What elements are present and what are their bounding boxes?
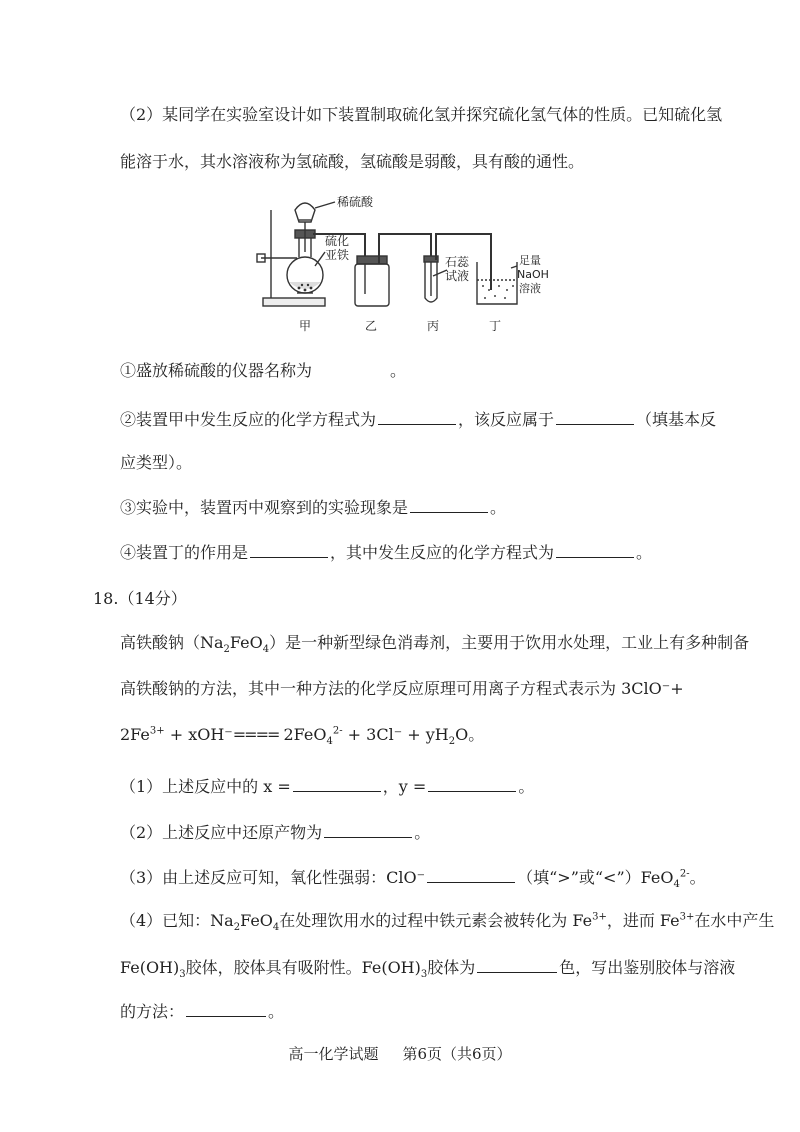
s1-blank-y <box>428 775 516 792</box>
s3-sub: 4 <box>673 879 680 891</box>
q4-text-a: ④装置丁的作用是 <box>120 543 249 562</box>
part2-intro-line1: （2）某同学在实验室设计如下装置制取硫化氢并探究硫化氢气体的性质。已知硫化氢 <box>120 105 723 124</box>
caption-yi: 乙 <box>365 319 378 333</box>
q2-blank-2 <box>556 408 634 425</box>
label-litmus-2: 试液 <box>445 269 470 283</box>
label-dilute-acid: 稀硫酸 <box>337 195 374 209</box>
q18-p1-b: FeO <box>229 633 263 652</box>
s4-l2-b: 胶体，胶体具有吸附性。Fe(OH) <box>185 958 421 977</box>
s3-blank <box>427 866 515 883</box>
eq-sup1: 3+ <box>149 725 165 737</box>
s4-l2-d: 色，写出鉴别胶体与溶液 <box>559 958 736 977</box>
s4-l1-e: 在水中产生 <box>694 911 775 930</box>
bottle-yi <box>355 264 389 306</box>
q18-sub3 <box>120 866 720 889</box>
q3-text: ③实验中，装置丙中观察到的实验现象是 <box>120 498 409 517</box>
q18-ionic-equation <box>120 724 720 746</box>
q4-blank-1 <box>250 541 328 558</box>
label-fes-1: 硫化 <box>325 234 350 248</box>
eq-part-e: O。 <box>455 725 485 744</box>
q2-blank-1 <box>378 408 456 425</box>
part2-intro-line2: 能溶于水，其水溶液称为氢硫酸，氢硫酸是弱酸，具有酸的通性。 <box>120 152 585 171</box>
label-litmus-1: 石蕊 <box>445 255 470 269</box>
part2-q3 <box>120 496 720 519</box>
q1-end: 。 <box>390 361 407 380</box>
q18-sub2 <box>120 821 720 844</box>
s4-l3-end: 。 <box>268 1002 285 1021</box>
s2-text: （2）上述反应中还原产物为 <box>120 823 323 842</box>
s3-end: 。 <box>689 868 706 887</box>
s4-l1-sup2: 3+ <box>679 911 695 923</box>
eq-part-d: + 3Cl⁻ + yH <box>342 725 449 744</box>
eq-part-c: 2FeO <box>278 725 327 744</box>
s4-l1-d: ，进而 Fe <box>606 911 680 930</box>
s4-l2-sub2: 3 <box>420 969 428 981</box>
q2-text-c: （填基本反 <box>636 410 717 429</box>
q2-text-b: ，该反应属于 <box>458 410 555 429</box>
q18-sub4-line2 <box>120 956 736 981</box>
s3-sup: 2- <box>679 868 690 880</box>
footer-subject: 高一化学试题 <box>288 1045 379 1063</box>
s4-blank-method <box>186 1000 266 1017</box>
s4-l1-c: 在处理饮用水的过程中铁元素会被转化为 Fe <box>279 911 593 930</box>
q18-para-line1 <box>120 632 750 656</box>
s4-l1-sup1: 3+ <box>592 911 607 923</box>
s4-blank-color <box>477 956 557 973</box>
s4-l2-a: Fe(OH) <box>120 958 180 977</box>
s2-blank <box>324 821 412 838</box>
s4-l1-sub2: 4 <box>272 922 280 934</box>
q1-text: ①盛放稀硫酸的仪器名称为 <box>120 361 313 380</box>
eq-sub2: 2 <box>448 736 456 748</box>
eq-sup2: 2- <box>332 725 343 737</box>
eq-part-a: 2Fe <box>120 725 150 744</box>
s3-text-a: （3）由上述反应可知，氧化性强弱：ClO⁻ <box>120 868 426 887</box>
q3-end: 。 <box>490 498 507 517</box>
caption-ding: 丁 <box>489 319 502 333</box>
label-naoh-2: NaOH <box>517 268 549 281</box>
footer-page-number: 第6页（共6页） <box>402 1045 512 1063</box>
caption-jia: 甲 <box>299 319 312 333</box>
part2-q4 <box>120 541 720 564</box>
s4-l1-b: FeO <box>240 911 273 930</box>
eq-arrow: ==== <box>232 725 279 744</box>
s2-end: 。 <box>414 823 431 842</box>
label-fes-2: 亚铁 <box>325 248 350 262</box>
caption-bing: 丙 <box>427 319 440 333</box>
s4-l1-a: （4）已知：Na <box>120 911 234 930</box>
s4-l2-sub: 3 <box>179 969 186 981</box>
s1-text-b: ，y = <box>382 777 427 796</box>
q18-sub1 <box>120 775 720 798</box>
q18-p1-sub1: 2 <box>223 644 230 656</box>
s1-text-a: （1）上述反应中的 x = <box>120 777 291 796</box>
page-footer <box>0 1043 800 1064</box>
separatory-funnel <box>295 203 315 222</box>
s1-end: 。 <box>518 777 535 796</box>
q18-p1-c: ）是一种新型绿色消毒剂，主要用于饮用水处理，工业上有多种制备 <box>269 633 750 652</box>
eq-sub: 4 <box>326 736 333 748</box>
part2-q1 <box>120 360 720 382</box>
label-naoh-3: 溶液 <box>519 282 541 295</box>
q18-header: 18.（14分） <box>93 589 187 608</box>
label-naoh-1: 足量 <box>519 254 541 267</box>
part2-q2 <box>120 408 720 431</box>
q18-sub4-line3 <box>120 1000 720 1023</box>
s1-blank-x <box>293 775 381 792</box>
q2-text-a: ②装置甲中发生反应的化学方程式为 <box>120 410 377 429</box>
beaker-ding <box>477 262 517 304</box>
q4-text-b: ，其中发生反应的化学方程式为 <box>330 543 555 562</box>
s3-text-b: （填“>”或“<”）FeO <box>517 868 674 887</box>
eq-part-b: + xOH⁻ <box>164 725 233 744</box>
q18-para-line2: 高铁酸钠的方法，其中一种方法的化学反应原理可用离子方程式表示为 3ClO⁻+ <box>120 679 684 698</box>
s4-l2-c: 胶体为 <box>427 958 476 977</box>
s4-l3-a: 的方法： <box>120 1002 185 1021</box>
stand-base <box>263 298 325 306</box>
q18-p1-sub2: 4 <box>262 644 270 656</box>
q4-blank-2 <box>556 541 634 558</box>
q18-sub4-line1 <box>120 910 775 934</box>
q18-p1-a: 高铁酸钠（Na <box>120 633 224 652</box>
q4-end: 。 <box>636 543 653 562</box>
part2-q2-cont: 应类型）。 <box>120 453 193 472</box>
s4-l1-sub1: 2 <box>233 922 241 934</box>
bottle-yi-stopper <box>357 256 387 264</box>
apparatus-figure <box>255 190 549 340</box>
q3-blank <box>410 496 488 513</box>
